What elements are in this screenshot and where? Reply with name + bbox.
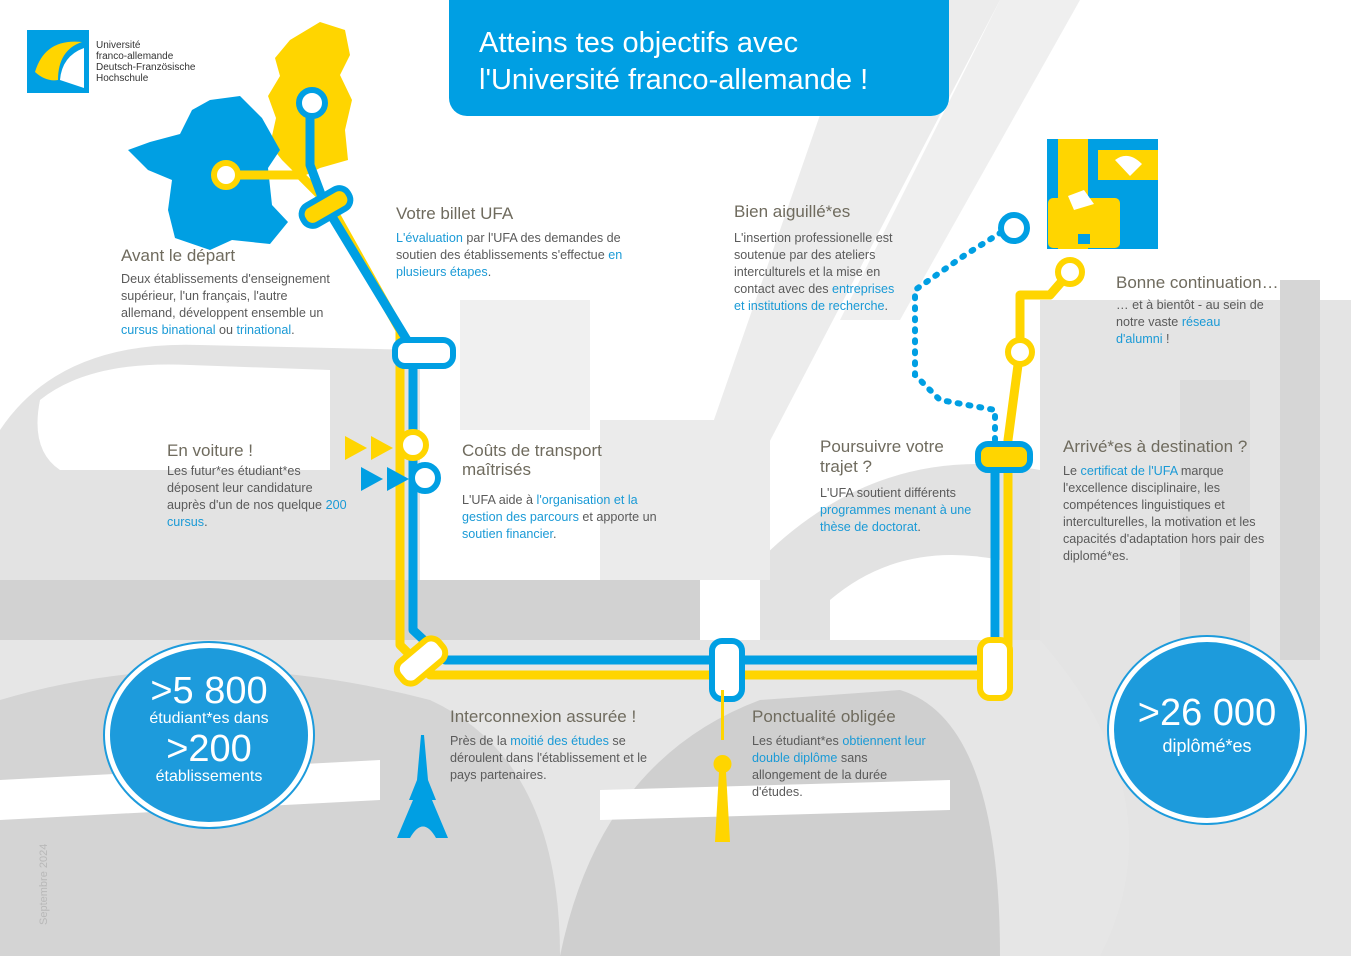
text-interconnexion: Près de la moitié des études se déroulent dans l'établissement et le pays partenaires.: [450, 734, 648, 782]
text-billet-ufa: L'évaluation par l'UFA des demandes de soutien des établissements s'effectue en plusieurs étapes.: [396, 231, 623, 279]
text-poursuivre: L'UFA soutient différents programmes menant à une thèse de doctorat.: [820, 486, 972, 534]
heading-poursuivre: Poursuivre votre trajet ?: [820, 437, 944, 476]
ufa-logo-icon: [27, 30, 89, 93]
heading-avant-depart: Avant le départ: [121, 246, 236, 265]
stat-institutions-label: établissements: [155, 768, 263, 785]
logo-text: Université franco-allemande Deutsch-Französische Hochschule: [96, 40, 196, 84]
publication-date: Septembre 2024: [38, 843, 50, 925]
stat-institutions-number: >200: [166, 728, 252, 770]
heading-continuation: Bonne continuation…: [1116, 273, 1279, 292]
text-destination: Le certificat de l'UFA marque l'excellence disciplinaire, les compétences linguistiques et interculturelles, la motivation et les capacités d'adaptation hors pair des diplomé*es.: [1063, 464, 1265, 563]
heading-interconnexion: Interconnexion assurée !: [450, 707, 637, 726]
stat-graduates-circle: [1114, 642, 1300, 818]
text-continuation: … et à bientôt - au sein de notre vaste réseau d'alumni !: [1116, 298, 1264, 346]
title-line-2: l'Université franco-allemande !: [479, 64, 869, 96]
stat-graduates-label: diplômé*es: [1162, 736, 1252, 756]
heading-bien-aiguille: Bien aiguillé*es: [734, 202, 851, 221]
text-ponctualite: Les étudiant*es obtiennent leur double diplôme sans allongement de la durée d'études.: [752, 734, 926, 799]
stat-students-number: >5 800: [150, 670, 268, 712]
briefcase-handshake-icon: [1047, 139, 1158, 249]
text-en-voiture: Les futur*es étudiant*es déposent leur candidature auprès d'un de nos quelque 200 cursus.: [167, 464, 347, 529]
heading-ponctualite: Ponctualité obligée: [752, 707, 896, 726]
stat-students-label: étudiant*es dans: [149, 710, 269, 727]
heading-destination: Arrivé*es à destination ?: [1063, 437, 1248, 456]
text-avant-depart: Deux établissements d'enseignement supérieur, l'un français, l'autre allemand, développent ensemble un cursus binational ou trinational.: [121, 272, 330, 337]
heading-en-voiture: En voiture !: [167, 441, 253, 460]
text-bien-aiguille: L'insertion professionelle est soutenue par des ateliers interculturels et la mise en contact avec des entreprises et institutions de recherche.: [734, 231, 895, 313]
text-couts-transport: L'UFA aide à l'organisation et la gestion des parcours et apporte un soutien financier.: [462, 493, 657, 541]
heading-billet-ufa: Votre billet UFA: [396, 204, 514, 223]
heading-couts-transport: Coûts de transport maîtrisés: [462, 441, 602, 479]
title-banner: [449, 0, 949, 116]
stat-graduates-number: >26 000: [1137, 692, 1277, 734]
stat-students-circle: [110, 648, 308, 822]
title-line-1: Atteins tes objectifs avec: [479, 27, 799, 59]
